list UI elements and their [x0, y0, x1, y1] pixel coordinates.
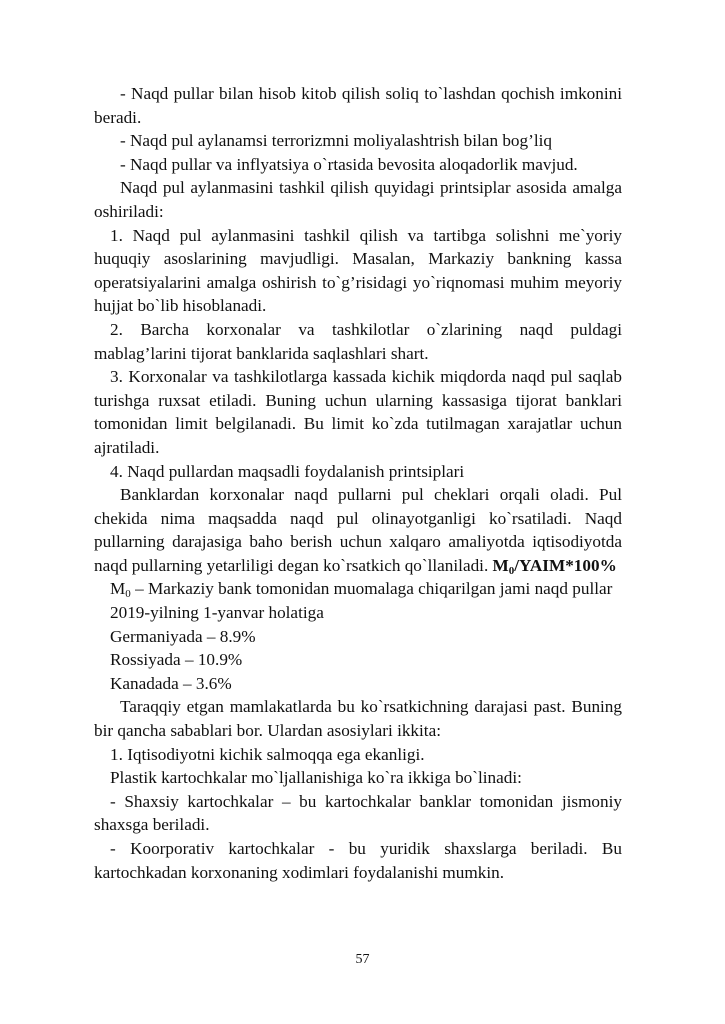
paragraph-m0-definition: [94, 577, 622, 601]
paragraph-principle-3: 3. Korxonalar va tashkilotlarga kassada kichik miqdorda naqd pul saqlab turishga ruxsat etiladi. Buning uchun ularning kassasiga tijorat banklari tomonidan limit belgilanadi. Bu limit ko`zda tutilmagan xarajatlar uchun ajratiladi.: [94, 367, 622, 457]
paragraph-plastic-cards: Plastik kartochkalar mo`ljallanishiga ko`ra ikkiga bo`linadi:: [110, 768, 522, 788]
paragraph-cash-tax-evasion: - Naqd pullar bilan hisob kitob qilish soliq to`lashdan qochish imkonini beradi.: [94, 84, 622, 127]
paragraph-principle-1: 1. Naqd pul aylanmasini tashkil qilish va tartibga solishni me`yoriy huquqiy asoslarining mavjudligi. Masalan, Markaziy bankning kassa operatsiyalarini amalga oshirish to`g’risidagi yo`riqnomasi muhim meyoriy hujjat bo`lib hisoblanadi.: [94, 225, 622, 316]
formula-m: M: [492, 555, 509, 575]
m0-subscript: 0: [125, 588, 131, 601]
cash-checks-text: Banklardan korxonalar naqd pullarni pul cheklari orqali oladi. Pul chekida nima maqsadda naqd pul olinayotganligi ko`rsatiladi. Naqd pullarning darajasiga baho berish uchun xalqaro amaliyotda iqtisodiyotda naqd pullarning yetarliligi degan ko`rsatkich qo`llaniladi.: [94, 485, 622, 575]
paragraph-cash-checks: [94, 483, 622, 577]
m0-definition-text: – Markaziy bank tomonidan muomalaga chiqarilgan jami naqd pullar: [130, 579, 613, 599]
paragraph-corporate-cards: - Koorporativ kartochkalar - bu yuridik shaxslarga beriladi. Bu kartochkadan korxonaning xodimlari foydalanishi mumkin.: [94, 839, 622, 882]
paragraph-principle-4: 4. Naqd pullardan maqsadli foydalanish printsiplari: [110, 461, 465, 481]
formula-rest: /YAIM*100%: [514, 555, 617, 575]
paragraph-russia: Rossiyada – 10.9%: [110, 650, 243, 670]
paragraph-reason-1: 1. Iqtisodiyotni kichik salmoqqa ega ekanligi.: [110, 744, 425, 764]
formula-subscript: 0: [508, 564, 515, 577]
m0-symbol: M: [110, 579, 126, 599]
paragraph-developed-countries: Taraqqiy etgan mamlakatlarda bu ko`rsatkichning darajasi past. Buning bir qancha sabablari bor. Ulardan asosiylari ikkita:: [94, 697, 622, 741]
paragraph-canada: Kanadada – 3.6%: [110, 673, 232, 693]
paragraph-cash-inflation: - Naqd pullar va inflyatsiya o`rtasida bevosita aloqadorlik mavjud.: [120, 154, 578, 174]
paragraph-principles-intro: Naqd pul aylanmasini tashkil qilish quyidagi printsiplar asosida amalga oshiriladi:: [94, 178, 622, 221]
page-body: [94, 82, 622, 884]
paragraph-germany: Germaniyada – 8.9%: [110, 626, 256, 646]
formula: [493, 556, 617, 575]
paragraph-cash-terrorism: - Naqd pul aylanamsi terrorizmni moliyalashtrish bilan bog’liq: [120, 131, 552, 151]
paragraph-personal-cards: - Shaxsiy kartochkalar – bu kartochkalar banklar tomonidan jismoniy shaxsga beriladi.: [94, 791, 622, 835]
paragraph-principle-2: 2. Barcha korxonalar va tashkilotlar o`zlarining naqd puldagi mablag’larini tijorat banklarida saqlashlari shart.: [94, 319, 622, 363]
paragraph-date: 2019-yilning 1-yanvar holatiga: [110, 603, 324, 623]
page-number: 57: [355, 952, 370, 967]
